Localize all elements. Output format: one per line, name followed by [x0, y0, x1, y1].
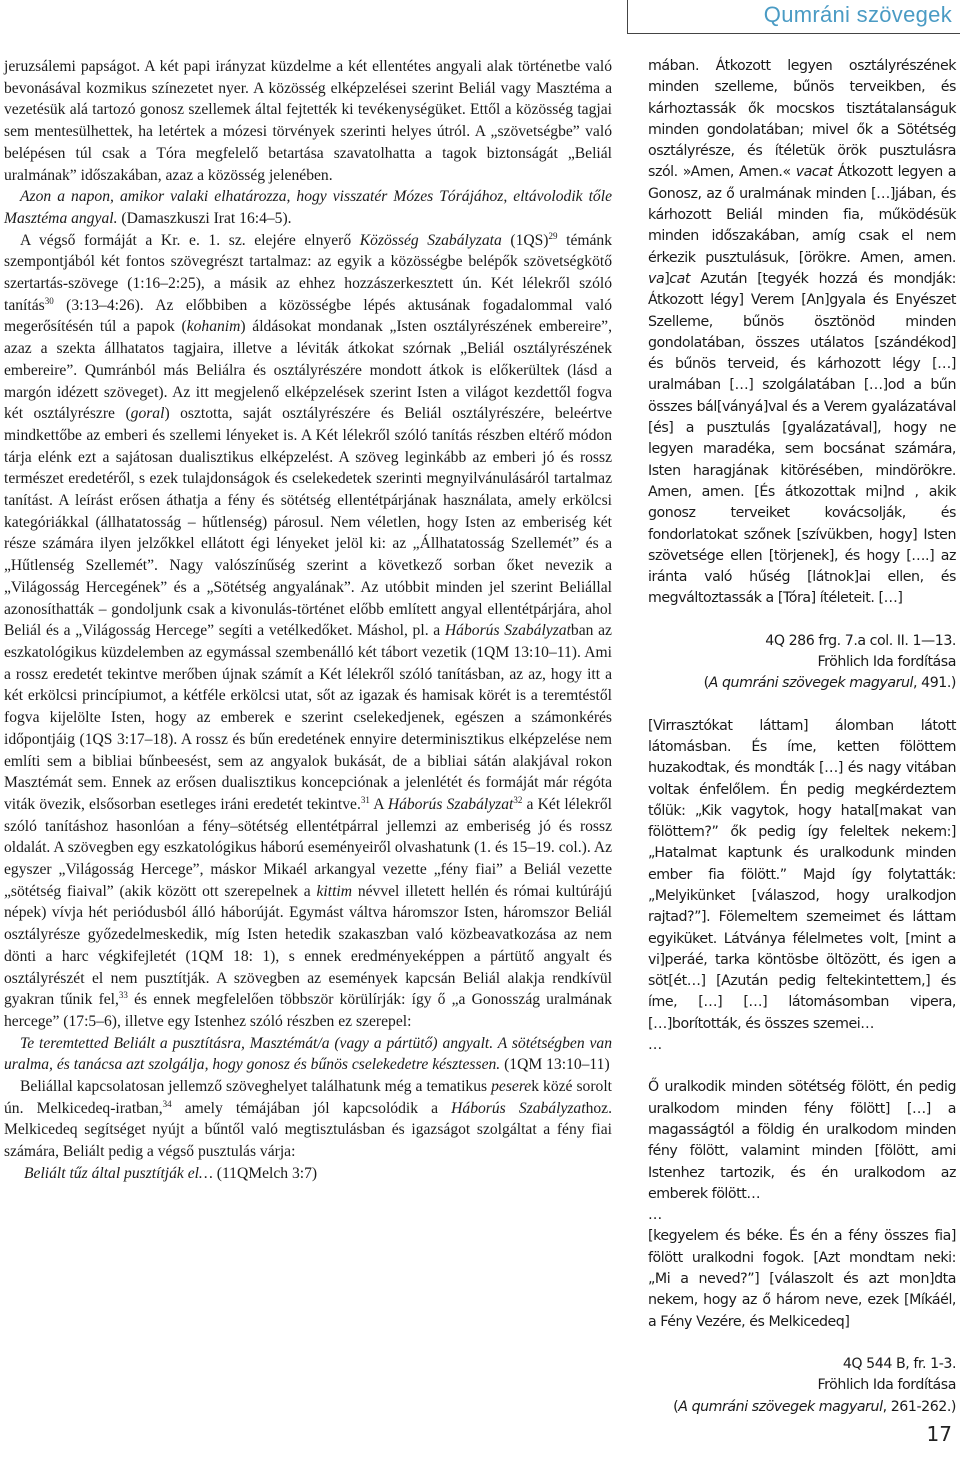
margin-source-2-book: (A qumráni szövegek magyarul, 261-262.) [673, 1398, 956, 1415]
margin-ellipsis: … [648, 1207, 662, 1224]
margin-spacer [648, 1056, 956, 1077]
margin-spacer [648, 610, 956, 631]
page-number: 17 [926, 1422, 952, 1446]
main-quote-1qm: Te teremtetted Beliált a pusztításra, Masztémát/a (vagy a pártütő) angyalt. A sötétségben van uralma, és tanácsa azt szolgálja, hogy gonosz és bűnös cselekedetre késztessen. (1QM 13:10–11) [4, 1034, 612, 1074]
margin-source-1-translator: Fröhlich Ida fordítása [817, 654, 956, 671]
margin-source-2-reference: 4Q 544 B, fr. 1-3. [842, 1355, 956, 1372]
margin-source-1-book: (A qumráni szövegek magyarul, 491.) [703, 675, 956, 692]
margin-quote-vision-2: Ő uralkodik minden sötétség fölött, én pedig uralkodom minden fény fölött] […] a magasságtól a földig én uralkodom minden fény fölött, valamint minden [fölött, ami Istenhez tartozik, és én uralkodom az emberek fölött… [648, 1079, 956, 1202]
main-quote-11qmelch: Beliált tűz által pusztítják el… (11QMelch 3:7) [24, 1164, 318, 1182]
main-paragraph-3: Beliállal kapcsolatosan jellemző szöveghelyet találhatunk még a tematikus peserek közé sorolt ún. Melkicedeq-iratban,$^{34}$ amely témájában jól kapcsolódik a Háborús Szabályzathoz. Melkicedeq segítséget nyújt a bűntől való megtisztulásban és igazságot szolgáltat a fény fiai számára, Beliált pedig a végső pusztulás várja: [4, 1078, 612, 1161]
margin-quote-vision: [Virrasztókat láttam] álomban látott látomásban. És íme, ketten fölöttem huzakodtak, és mondták […] és nagy vitában voltak énfelőlem. Én pedig megkérdeztem tőlük: „Kik vagytok, hogy hatal[makat van fölöttem?” ők pedig így feleltek nekem:] „Hatalmat kaptunk és uralkodunk minden ember fia fölött.” Majd így folytatták: „Melyikünket [válaszod, hogy uralkodjon rajtad?”]. Fölemeltem szemeimet és láttam egyiküket. Látványa félelmetes volt, [mint a vi]peráé, tarka köntösbe öltözött, és igen a söt[ét…] [Azután pedig feltekintettem,] és íme, […] […] látomásomban vipera, […]borították, és összes szemei… [648, 717, 956, 1032]
header-rule-horizontal [627, 33, 960, 34]
margin-quote-curses: mában. Átkozott legyen osztályrészének minden szelleme, bűnös terveikben, és kárhoztassák ők mocskos tisztátalanságuk minden gondolatában; mivel ők a Sötétség osztályrésze, és ítéletük örök pusztulásra szól. »Amen, Amen.« vacat Átkozott legyen a Gonosz, az ő uralmának minden […]jában, és kárhozott Beliál minden fia, működésük minden időszakában, amíg csak el nem érkezik pusztulásuk, [örökre. Amen, amen. va]cat Azután [tegyék hozzá és mondják: Átkozott légy] Verem [An]gyala és Enyészet Szelleme, bűnös ösztönöd minden gondolatában, összes utálatos [szándékod] és bűnös terveid, és kárhozott légy […] uralmában […] szolgálatában […]od a bűn összes bál[ványá]val és a Verem gyalázatával [és] a pusztulás [gyalázatával], hogy ne legyen maradéka, sem bocsánat számára, Isten haragjának kitörésében, mindörökre. Amen, amen. [És átkozottak mi]nd , akik gonosz terveiket kovácsolják, és fondorlatokat szőnek [szívükben, hogy] Isten szövetsége ellen [törjenek], és hogy [….] az iránta való hűség [látnok]ai ellen, és megváltoztassák a [Tóra] ítéleteit. […] [648, 58, 956, 607]
main-quote-damascus: Azon a napon, amikor valaki elhatározza, hogy visszatér Mózes Tórájához, eltávolodik tőle Masztéma angyal. (Damaszkuszi Irat 16:4–5). [4, 188, 612, 227]
margin-column [648, 56, 956, 1418]
margin-quote-vision-3: [kegyelem és béke. És én a fény összes fia] fölött uralkodni fogok. [Azt mondtam neki: „Mi a neved?”] [válaszolt és azt mon]dta nekem, hogy az ő három neve, ezek [Míkáél, a Fény Vezére, és Melkicedeq] [648, 1228, 956, 1330]
running-header-title: Qumráni szövegek [763, 2, 952, 27]
main-paragraph-1: jeruzsálemi papságot. A két papi irányzat küzdelme a két ellentétes angyali alak történetbe való bevonásával kozmikus színezetet nyer. A közösség elképzelései szerint Beliál vagy Masztéma a vezetésük alá tartozó gonosz szellemek által fejtették ki tevékenységüket. Ettől a közösség tagjai sem mentesülhettek, ha letértek a mózesi törvények szerinti helyes útról. A „szövetségbe” való belépésen túl csak a Tóra megfelelő betartása szavatolhatta a tagok biztonságát „Beliál uralmának” időszakában, azaz a közösség jelenében. [4, 58, 612, 184]
main-paragraph-2: A végső formáját a Kr. e. 1. sz. elejére elnyerő Közösség Szabályzata $(1QS)^{29}$ témánk szempontjából két fontos szövegrészt tartalmaz: az egyik a közösségbe belépők szövetségkötő szertartás-szövege (1:16–2:25), a másik az ehhez hozzászerkesztett ún. Két lélekről szóló tanítás$^{30}$ (3:13–4:26). Az előbbiben a közösségbe lépés aktusának fogadalommal való megerősítésén túl a papok (kohanim) áldásokat mondanak „Isten osztályrészének embereire”, azaz a szekta állhatatos tagjaira, illetve a léviták átkokat szórnak „Beliál osztályrészének embereire”. Qumránból más Beliálra és osztályrészére mondott átkok is előkerültek (lásd a margón idézett szöveget). Az itt megjelenő elképzelések szerint Isten a világot kezdettől fogva két osztályrészre (goral) osztotta, saját osztályrészére és Beliál osztályrészére, beleértve mindkettőbe az emberi és szellemi lényeket is. A Két lélekről szóló tanítás részben eltérő módon tárja elénk ezt a sajátosan dualisztikus elképzelést. A szöveg leginkább az emberi jó és rossz természet eredetéről, s ezek tulajdonságok és cselekedetek szerinti megnyilvánulásáról tartalmaz tanítást. A leírást erősen áthatja a fény és sötétség ellentétpárjának használata, amely erkölcsi kategóriákkal (állhatatosság – hűtlenség) párosul. Nem véletlen, hogy Isten az emberiség két része számára ilyen jelzőkkel ellátott égi lényeket jelöl ki: az „Állhatatosság Szellemét” és a „Hűtlenség Szellemét”. Nagy valószínűség szerint a következő sorban őket nevezik a „Világosság Hercegének” és a „Sötétség angyalának”. Az utóbbit minden jel szerint Beliállal azonosíthatták – gondoljunk csak a kivonulás-történet előbb említett angyal ellentétpárjára, ahol Beliál és a „Világosság Hercege” segíti a vetélkedőket. Máshol, pl. a Háborús Szabályzatban az eszkatológikus küzdelemben az egymással szembenálló két tábort vezetik (1QM 13:10–11). Ami a rossz eredetét tekintve merőben újnak számít a Két lélekről szóló tanításban, az az, hogy itt a két erkölcsi princípiumot, a kétféle erkölcsi utat, sőt az igazak és hamisak körét is a teremtéstől fogva kijelölte Isten, hogy az emberek e szerint cselekedjenek, egészen a számonkérés időpontjáig (1QS 3:17–18). A rossz és bűn eredetének ennyire determinisztikus elképzelése nem említi sem a bibliai bűnbeesést, sem az angyalok bukását, de a bibliai sátán alakjával rokon Masztémát sem. Ennek az erősen dualisztikus koncepciónak a jelenlétét és formáját már régóta viták övezik, elsősorban esetleges iráni eredetét tekintve.$^{31}$ A Háborús Szabályzat$^{32}$ a Két lélekről szóló tanításhoz hasonlóan a fény–sötétség ellentétpárral jellemzi az emberiség jó és rossz oldalát. A szövegben egy eszkatológikus háború eseményeiről olvashatunk (1. és 15–19. col.). Az egyszer „Világosság Hercege”, máskor Mikaél arkangyal vezette „fény fiai” a Beliál vezette „sötétség fiaival” (akik között ott szerepelnek a kittim névvel illetett hellén és római kultúrájú népek) vívja hét periódusból álló háborúját. Egymást váltva háromszor Isten, háromszor Beliál osztályrésze győzedelmeskedik, míg Isten hetedik szakaszban való közbeavatkozása az nem dönti a harc végkifejletét (1QM 18: 1), s ennek eredményeképpen a pártütő angyalt és osztályrészét el nem pusztítják. A szövegben az események kapcsán Beliál alakja rendkívül gyakran tűnik fel,$^{33}$ és ennek megfelelően többször körülírják: így ő „a Gonosszág uralmának hercege” (17:5–6), illetve egy Istenhez szóló részben ez szerepel: [4, 230, 613, 1030]
margin-source-2-translator: Fröhlich Ida fordítása [817, 1377, 956, 1394]
margin-spacer [648, 1333, 956, 1354]
main-text-column [4, 56, 612, 1185]
margin-spacer [648, 695, 956, 716]
margin-source-1-reference: 4Q 286 frg. 7.a col. II. 1—13. [765, 632, 956, 649]
margin-ellipsis: … [648, 1037, 662, 1054]
header-rule-vertical [627, 0, 628, 34]
